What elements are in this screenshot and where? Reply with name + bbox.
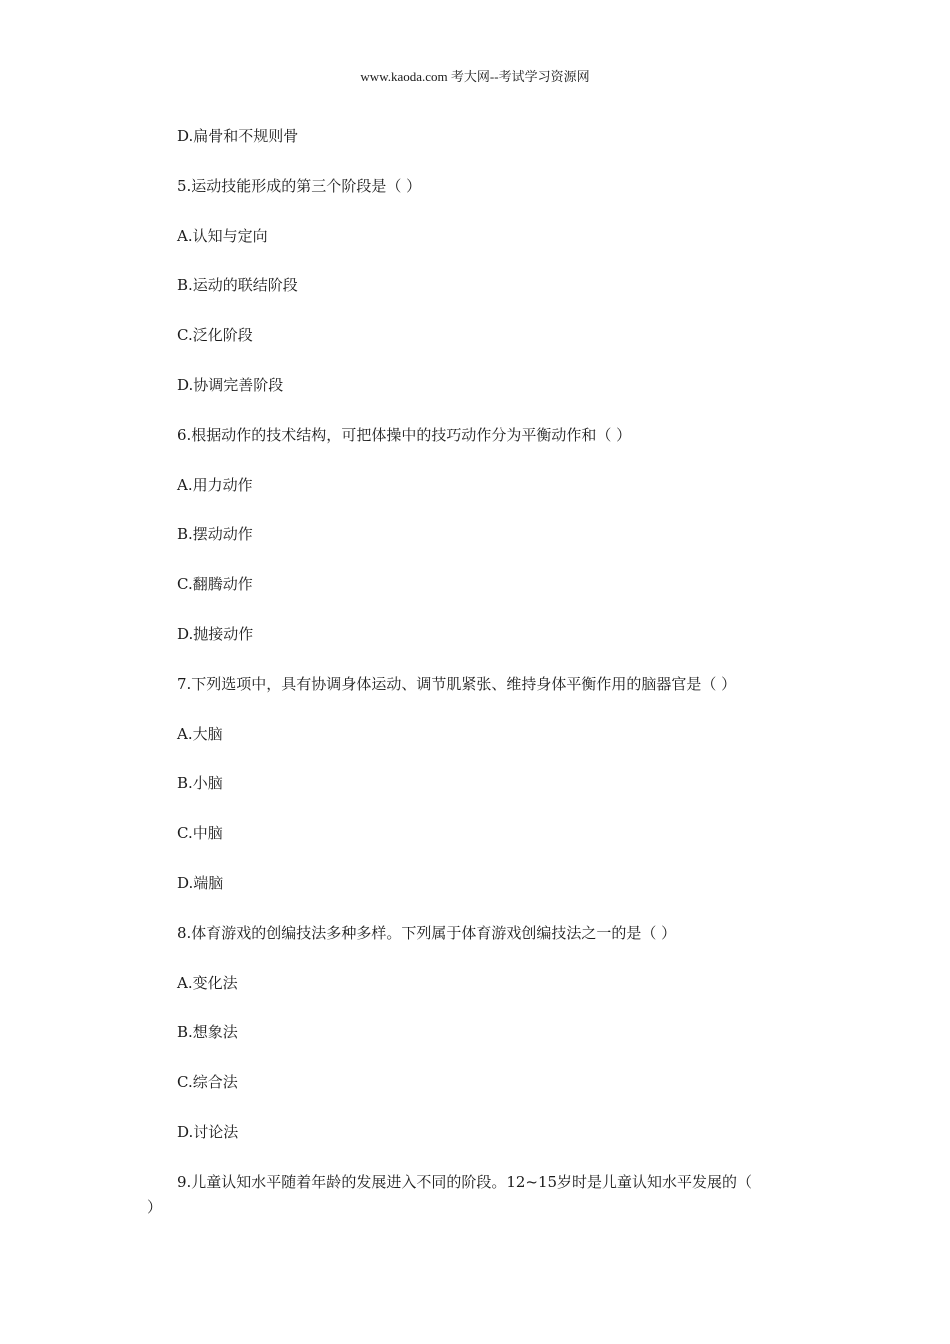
option-d-q4: D.扁骨和不规则骨 xyxy=(177,127,299,145)
question-6: 6.根据动作的技术结构，可把体操中的技巧动作分为平衡动作和（ ） xyxy=(177,426,632,444)
option-c-q8: C.综合法 xyxy=(177,1073,238,1091)
option-c-q5: C.泛化阶段 xyxy=(177,326,253,344)
option-a-q7: A.大脑 xyxy=(177,725,223,743)
option-b-q6: B.摆动动作 xyxy=(177,525,253,543)
option-d-q8: D.讨论法 xyxy=(177,1123,239,1141)
question-5: 5.运动技能形成的第三个阶段是（ ） xyxy=(177,177,422,195)
option-d-q5: D.协调完善阶段 xyxy=(177,376,284,394)
question-7: 7.下列选项中，具有协调身体运动、调节肌紧张、维持身体平衡作用的脑器官是（ ） xyxy=(177,675,737,693)
option-d-q6: D.抛接动作 xyxy=(177,625,254,643)
option-a-q5: A.认知与定向 xyxy=(177,227,268,245)
option-b-q8: B.想象法 xyxy=(177,1023,238,1041)
question-9: 9.儿童认知水平随着年龄的发展进入不同的阶段。12~15岁时是儿童认知水平发展的（ xyxy=(177,1173,753,1191)
option-d-q7: D.端脑 xyxy=(177,874,224,892)
option-c-q6: C.翻腾动作 xyxy=(177,575,253,593)
option-b-q5: B.运动的联结阶段 xyxy=(177,276,298,294)
page-header: www.kaoda.com 考大网--考试学习资源网 xyxy=(360,69,590,84)
option-a-q8: A.变化法 xyxy=(177,974,238,992)
option-a-q6: A.用力动作 xyxy=(177,476,253,494)
question-8: 8.体育游戏的创编技法多种多样。下列属于体育游戏创编技法之一的是（ ） xyxy=(177,924,677,942)
question-9-continuation: ） xyxy=(147,1198,163,1216)
option-c-q7: C.中脑 xyxy=(177,824,223,842)
option-b-q7: B.小脑 xyxy=(177,774,223,792)
